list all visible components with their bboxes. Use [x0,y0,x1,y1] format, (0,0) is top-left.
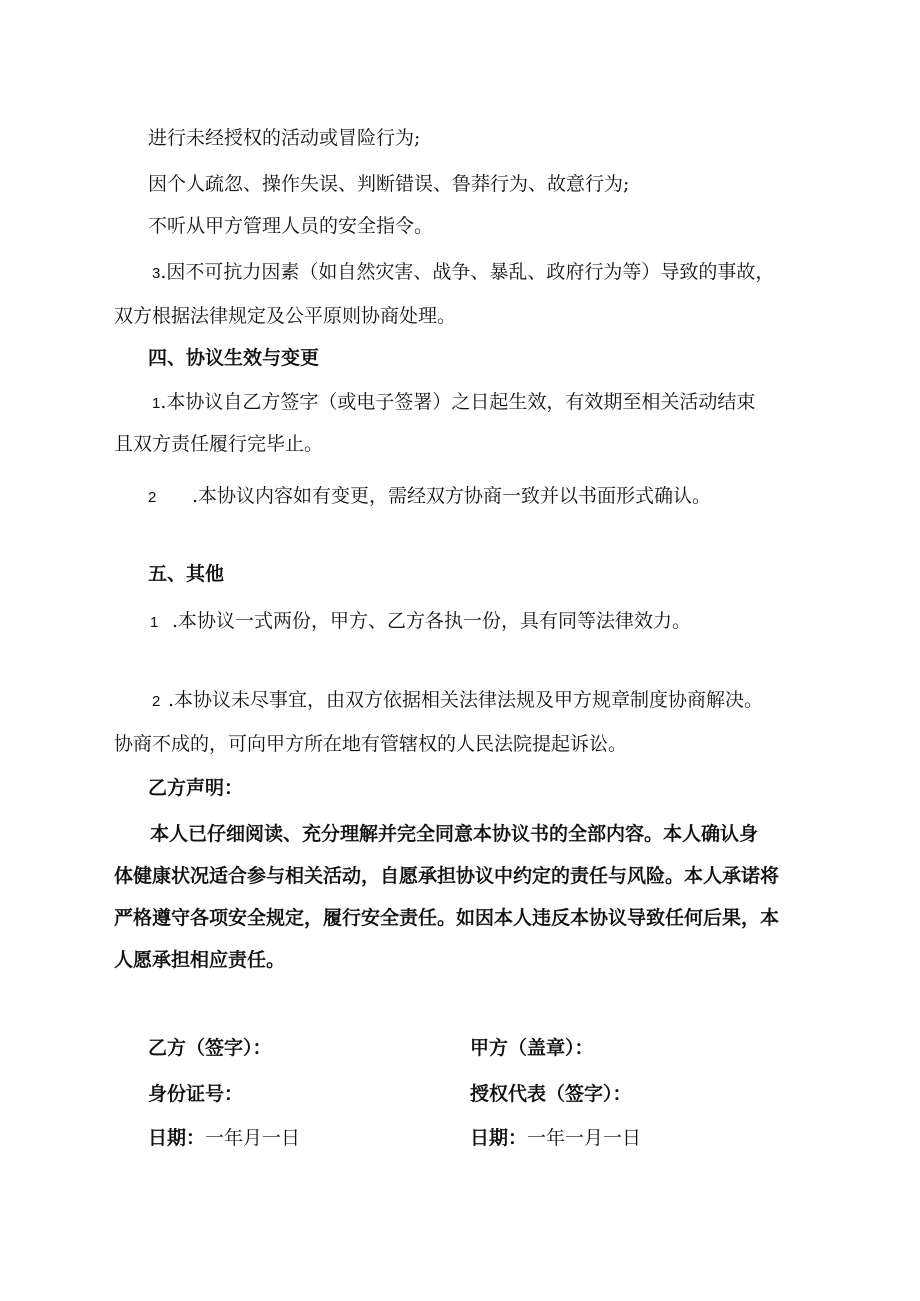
section-5-item-2 [152,686,763,716]
section-4-item-2 [148,482,711,512]
clause-number: 1 [150,614,159,631]
clause-text: .因不可抗力因素（如自然灾害、战争、暴乱、政府行为等）导致的事故， [160,261,775,283]
clause-number: 2 [148,489,157,506]
clause-text: .本协议自乙方签字（或电子签署）之日起生效，有效期至相关活动结束 [160,391,756,413]
breach-item-3: 不听从甲方管理人员的安全指令。 [148,215,434,237]
declaration-line-1: 本人已仔细阅读、充分理解并完全同意本协议书的全部内容。本人确认身 [150,823,759,845]
section-4-heading: 四、协议生效与变更 [148,347,320,369]
clause-text: .本协议未尽事宜，由双方依据相关法律法规及甲方规章制度协商解决。 [168,689,764,711]
clause-number: 2 [152,693,161,710]
id-number-label: 身份证号： [148,1083,244,1105]
force-majeure-clause [152,258,774,288]
section-4-item-1-cont: 且双方责任履行完毕止。 [114,433,324,455]
declaration-line-3: 严格遵守各项安全规定，履行安全责任。如因本人违反本协议导致任何后果，本 [114,907,780,929]
breach-item-2: 因个人疏忽、操作失误、判断错误、鲁莽行为、故意行为; [148,173,630,195]
section-5-item-2-cont: 协商不成的，可向甲方所在地有管辖权的人民法院提起诉讼。 [114,733,628,755]
section-4-item-1 [152,388,755,418]
declaration-line-2: 体健康状况适合参与相关活动，自愿承担协议中约定的责任与风险。本人承诺将 [114,865,780,887]
clause-number: 3 [152,265,161,282]
party-a-date [470,1124,641,1152]
force-majeure-clause-cont: 双方根据法律规定及公平原则协商处理。 [114,305,457,327]
clause-text: .本协议一式两份，甲方、乙方各执一份，具有同等法律效力。 [172,610,692,632]
date-value: 一年一月一日 [527,1127,642,1149]
party-a-seal-label: 甲方（盖章）： [470,1037,594,1059]
date-label: 日期： [470,1127,528,1149]
section-5-item-1 [150,607,691,637]
breach-item-1: 进行未经授权的活动或冒险行为; [148,127,421,149]
declaration-heading: 乙方声明： [148,777,244,799]
section-5-heading: 五、其他 [148,563,225,585]
declaration-line-4: 人愿承担相应责任。 [114,949,286,971]
authorized-rep-label: 授权代表（签字）： [470,1083,632,1105]
clause-text: .本协议内容如有变更，需经双方协商一致并以书面形式确认。 [192,485,712,507]
date-value: 一年月一日 [205,1127,301,1149]
clause-number: 1 [152,395,161,412]
party-b-date [148,1124,300,1152]
date-label: 日期： [148,1127,206,1149]
party-b-signature-label: 乙方（签字）： [148,1037,272,1059]
